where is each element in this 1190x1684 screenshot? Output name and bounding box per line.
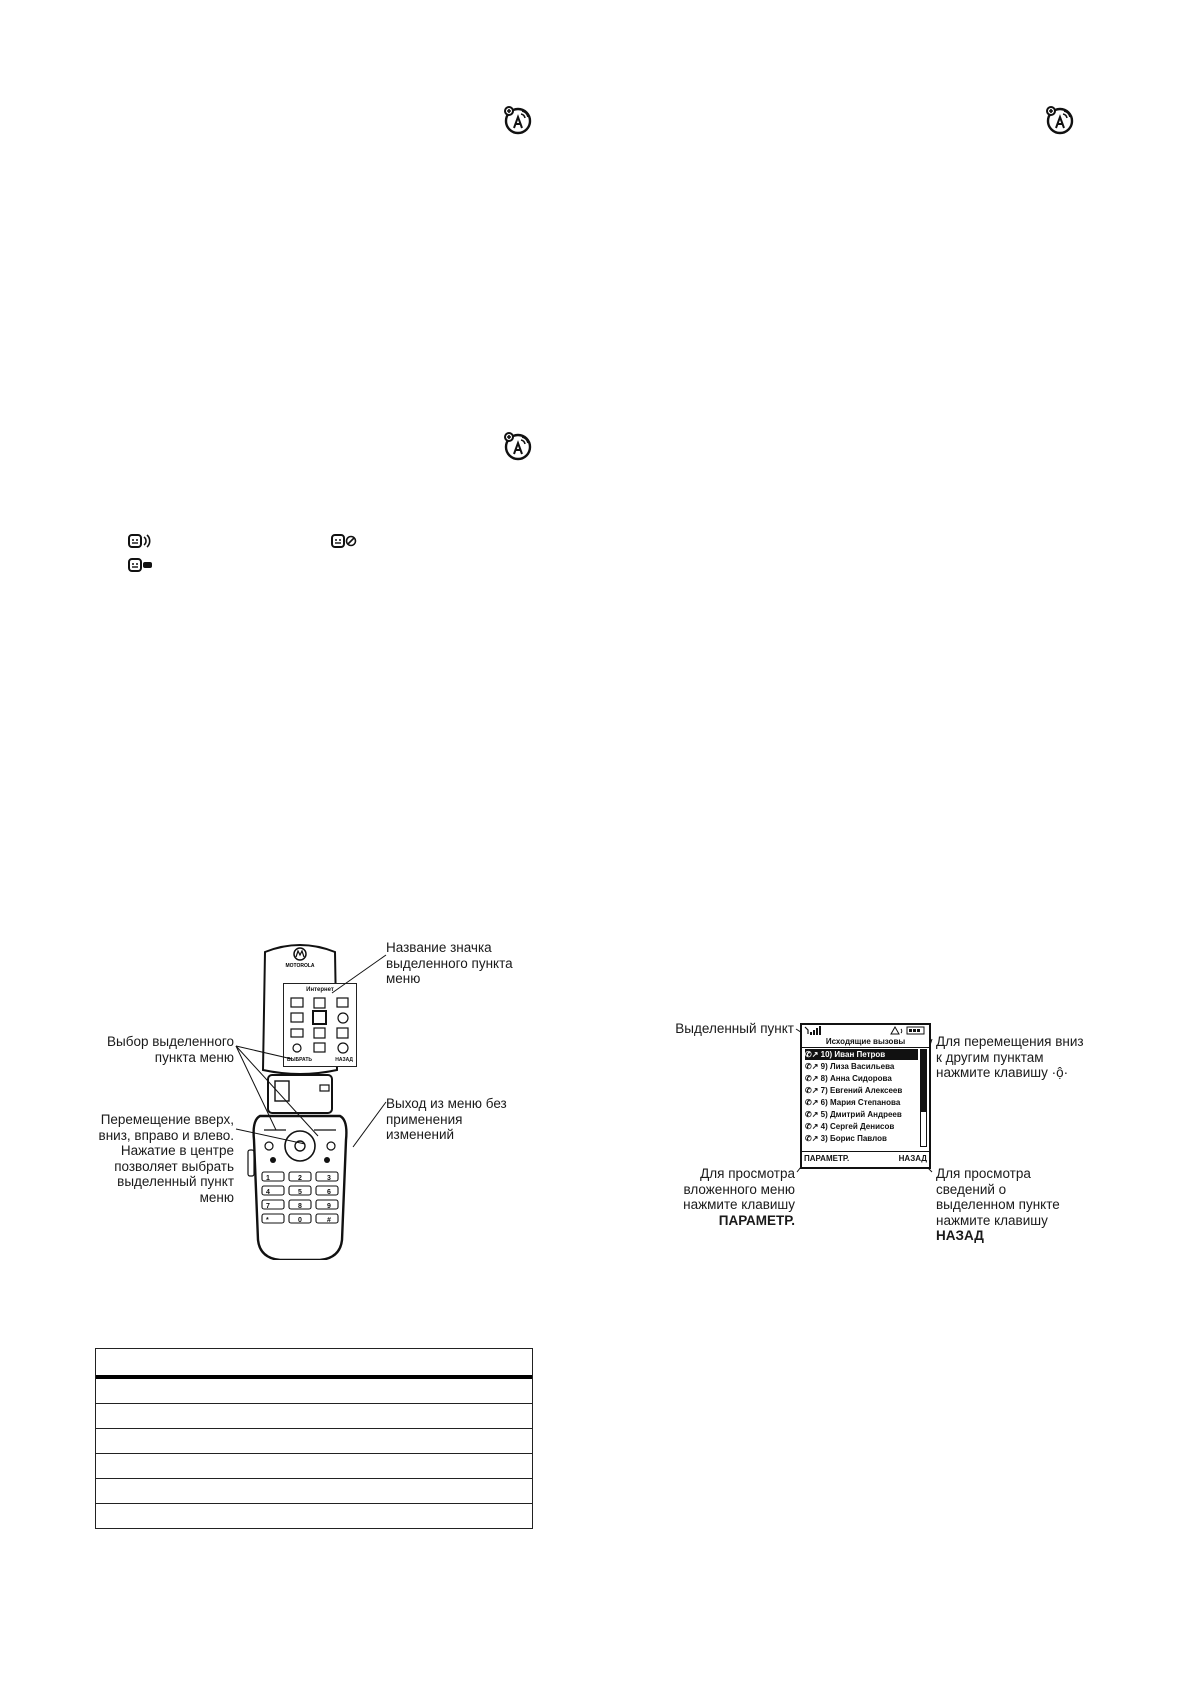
outgoing-call-icon: ✆↗ <box>805 1110 821 1119</box>
ring-style-vibrate-icon <box>128 557 162 573</box>
svg-text:4: 4 <box>266 1189 270 1196</box>
table-row <box>96 1453 532 1478</box>
soft-key-options[interactable]: ПАРАМЕТР. <box>804 1154 850 1163</box>
table-row <box>96 1403 532 1428</box>
status-icons <box>890 1026 926 1035</box>
svg-text:5: 5 <box>298 1189 302 1196</box>
table-row <box>96 1379 532 1403</box>
svg-text:0: 0 <box>298 1217 302 1224</box>
network-connect-icon <box>502 430 534 462</box>
call-list-item[interactable]: ✆↗ 4) Сергей Денисов <box>805 1122 895 1131</box>
svg-text:8: 8 <box>298 1203 302 1210</box>
callout-navigate: Перемещение вверх, вниз, вправо и влево. Нажатие в центре позволяет выбрать выделенный пункт меню <box>98 1112 234 1205</box>
call-list-item[interactable]: ✆↗ 10) Иван Петров <box>805 1049 918 1060</box>
call-list-screen <box>800 1023 931 1169</box>
svg-text:#: # <box>327 1217 331 1224</box>
table-row <box>96 1428 532 1453</box>
phone-soft-left: ВЫБРАТЬ <box>287 1057 313 1063</box>
outgoing-call-icon: ✆↗ <box>805 1074 821 1083</box>
call-list-item[interactable]: ✆↗ 8) Анна Сидорова <box>805 1074 892 1083</box>
call-list-item[interactable]: ✆↗ 3) Борис Павлов <box>805 1134 887 1143</box>
table-header <box>96 1349 532 1379</box>
scrollbar[interactable] <box>920 1049 927 1147</box>
svg-text:2: 2 <box>298 1175 302 1182</box>
call-list-title: Исходящие вызовы <box>825 1037 906 1046</box>
signal-strength-icon <box>804 1026 824 1035</box>
callout-icon-name: Название значка выделенного пункта меню <box>386 940 513 986</box>
outgoing-call-icon: ✆↗ <box>805 1122 821 1131</box>
call-list-item[interactable]: ✆↗ 7) Евгений Алексеев <box>805 1086 903 1095</box>
outgoing-call-icon: ✆↗ <box>805 1062 821 1071</box>
network-connect-icon <box>1044 104 1076 136</box>
outgoing-call-icon: ✆↗ <box>805 1134 821 1143</box>
outgoing-call-icon: ✆↗ <box>805 1098 821 1107</box>
svg-text:6: 6 <box>327 1189 331 1196</box>
ring-style-loud-icon <box>128 533 162 549</box>
callout-select-item: Выбор выделенного пункта меню <box>107 1034 234 1065</box>
soft-key-back[interactable]: НАЗАД <box>898 1154 927 1163</box>
phone-screen <box>283 983 357 1067</box>
table-row <box>96 1478 532 1503</box>
callout-highlighted-item: Выделенный пункт <box>675 1021 794 1036</box>
call-list-item[interactable]: ✆↗ 6) Мария Степанова <box>805 1098 901 1107</box>
svg-text:*: * <box>266 1217 269 1224</box>
callout-submenu: Для просмотра вложенного меню нажмите клавишу ПАРАМЕТР. <box>683 1166 795 1228</box>
phone-screen-title: Интернет <box>306 987 334 993</box>
nav-key-icon: ·ộ· <box>1051 1065 1069 1080</box>
ring-style-silent-icon <box>331 533 365 549</box>
scrollbar-thumb[interactable] <box>921 1050 926 1112</box>
svg-text:9: 9 <box>327 1203 331 1210</box>
empty-table <box>95 1348 533 1529</box>
svg-text:7: 7 <box>266 1203 270 1210</box>
outgoing-call-icon: ✆↗ <box>805 1086 821 1095</box>
callout-scroll-down: Для перемещения вниз к другим пунктам нажмите клавишу ·ộ· <box>936 1034 1084 1080</box>
outgoing-call-icon: ✆↗ <box>805 1050 821 1059</box>
callout-details: Для просмотра сведений о выделенном пункте нажмите клавишу НАЗАД <box>936 1166 1060 1243</box>
callout-exit-menu: Выход из меню без применения изменений <box>386 1096 507 1142</box>
menu-icon-grid <box>289 996 351 1054</box>
svg-text:3: 3 <box>327 1175 331 1182</box>
svg-text:MOTOROLA: MOTOROLA <box>285 963 315 969</box>
table-row <box>96 1503 532 1528</box>
svg-text:1: 1 <box>266 1175 270 1182</box>
call-list-item[interactable]: ✆↗ 9) Лиза Васильева <box>805 1062 895 1071</box>
network-connect-icon <box>502 104 534 136</box>
phone-soft-right: НАЗАД <box>335 1057 353 1063</box>
call-list-item[interactable]: ✆↗ 5) Дмитрий Андреев <box>805 1110 902 1119</box>
